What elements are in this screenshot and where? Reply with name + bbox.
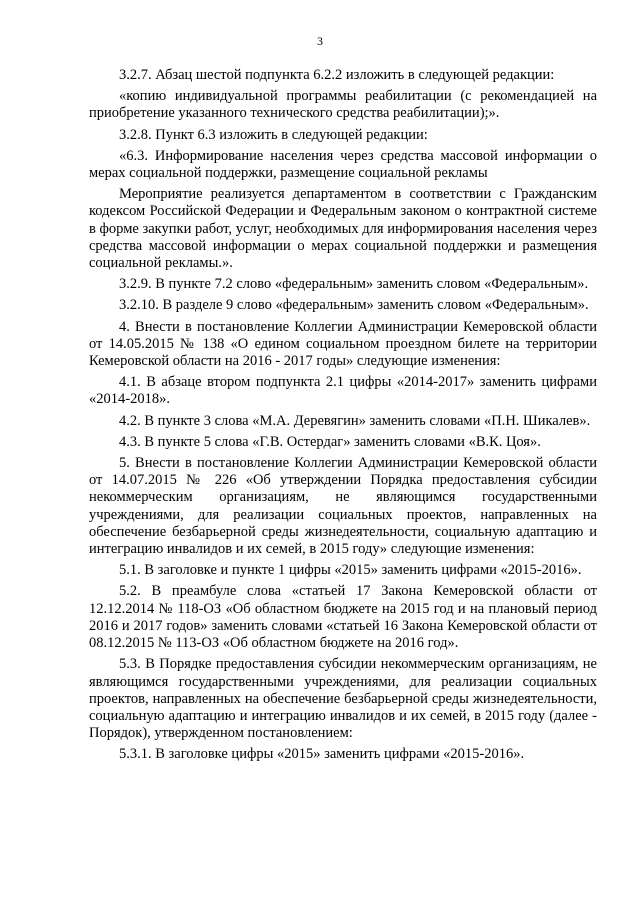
paragraph-measure: Мероприятие реализуется департаментом в соответствии с Гражданским кодексом Российской Федерации и Федеральным законом о контрактной системе в форме закупки работ, услуг, необходимых для информирования населения через средства массовой информации о мерах социальной поддержки и размещения социальной рекламы.». <box>89 186 597 272</box>
paragraph-quote-program: «копию индивидуальной программы реабилитации (с рекомендацией на приобретение указанного технического средства реабилитации);». <box>89 88 597 122</box>
paragraph-5-2: 5.2. В преамбуле слова «статьей 17 Закона Кемеровской области от 12.12.2014 № 118-ОЗ «Об областном бюджете на 2015 год и на плановый период 2016 и 2017 годов» заменить словами «статьей 16 Закона Кемеровской области от 08.12.2015 № 113-ОЗ «Об областном бюджете на 2016 год». <box>89 583 597 652</box>
paragraph-4: 4. Внести в постановление Коллегии Администрации Кемеровской области от 14.05.2015 № 138 «О едином социальном проездном билете на территории Кемеровской области на 2016 - 2017 годы» следующие изменения: <box>89 318 597 370</box>
page-number: 3 <box>317 34 323 48</box>
paragraph-3-2-9: 3.2.9. В пункте 7.2 слово «федеральным» заменить словом «Федеральным». <box>119 276 589 293</box>
paragraph-5: 5. Внести в постановление Коллегии Администрации Кемеровской области от 14.07.2015 № 226 «Об утверждении Порядка предоставления субсидии некоммерческим организациям, не являющимся государственными учреждениями, для реализации социальных проектов, направленных на обеспечение безбарьерной среды жизнедеятельности, социальную адаптацию и интеграцию инвалидов и их семей, в 2015 году» следующие изменения: <box>89 455 597 558</box>
paragraph-5-3-1: 5.3.1. В заголовке цифры «2015» заменить цифрами «2015-2016». <box>119 746 525 763</box>
paragraph-4-1: 4.1. В абзаце втором подпункта 2.1 цифры «2014-2017» заменить цифрами «2014-2018». <box>89 374 597 408</box>
paragraph-5-1: 5.1. В заголовке и пункте 1 цифры «2015» заменить цифрами «2015-2016». <box>119 562 582 579</box>
paragraph-4-3: 4.3. В пункте 5 слова «Г.В. Остердаг» заменить словами «В.К. Цоя». <box>119 433 541 450</box>
paragraph-3-2-7: 3.2.7. Абзац шестой подпункта 6.2.2 изложить в следующей редакции: <box>119 67 555 83</box>
paragraph-4-2: 4.2. В пункте 3 слова «М.А. Деревягин» заменить словами «П.Н. Шикалев». <box>119 412 591 429</box>
paragraph-quote-6-3: «6.3. Информирование населения через средства массовой информации о мерах социальной поддержки, размещение социальной рекламы <box>89 147 597 182</box>
paragraph-5-3: 5.3. В Порядке предоставления субсидии некоммерческим организациям, не являющимся государственными учреждениями, для реализации социальных проектов, направленных на обеспечение безбарьерной среды жизнедеятельности, социальную адаптацию и интеграцию инвалидов и их семей, в 2015 году (далее - Порядок), утвержденном постановлением: <box>89 656 597 742</box>
document-body <box>89 67 597 768</box>
paragraph-3-2-10: 3.2.10. В разделе 9 слово «федеральным» заменить словом «Федеральным». <box>119 297 589 314</box>
paragraph-3-2-8: 3.2.8. Пункт 6.3 изложить в следующей редакции: <box>119 126 428 143</box>
